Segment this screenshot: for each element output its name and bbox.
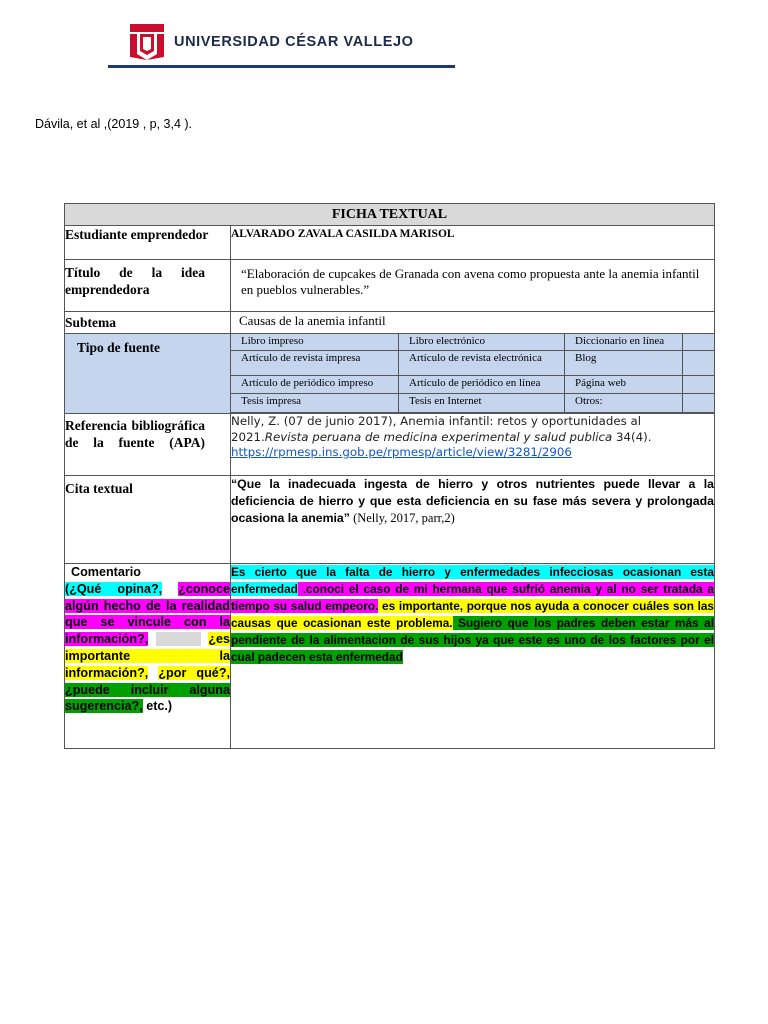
university-name: UNIVERSIDAD CÉSAR VALLEJO (174, 34, 414, 50)
cita-quote: “Que la inadecuada ingesta de hierro y otros nutrientes puede llevar a la deficiencia de hierro y que esta deficiencia en su fase más severa y prolongada ocasiona la anemia” (231, 477, 714, 525)
cita-value (231, 476, 715, 564)
source-type-checkbox (683, 376, 715, 394)
question-etc: etc.) (146, 699, 173, 714)
source-type-option: Libro impreso (231, 334, 399, 351)
citation-text: Dávila, et al ,(2019 , p, 3,4 ). (35, 117, 193, 131)
comentario-part-4: Sugiero que los padres deben estar más al pendiente de la alimentacion de sus hijos ya que este es uno de los factores por el cual padecen esta enfermedad (231, 616, 714, 664)
comentario-part-2: .conoci el caso de mi hermana que sufrió anemia y al no ser tratada a tiempo su salud empeoro. (231, 582, 714, 613)
comentario-part-3: es importante, porque nos ayuda a conocer cuáles son las causas que ocasionan este problema. (231, 599, 714, 630)
subtema-label: Subtema (65, 312, 231, 334)
titulo-value: “Elaboración de cupcakes de Granada con avena como propuesta ante la anemia infantil en pueblos vulnerables.” (231, 260, 715, 312)
ficha-textual-table (64, 203, 715, 749)
source-type-option: Diccionario en línea (565, 334, 683, 351)
referencia-value (231, 414, 715, 476)
source-type-option: Artículo de revista impresa (231, 351, 399, 376)
source-type-option: Tesis impresa (231, 394, 399, 413)
header-divider (108, 65, 455, 68)
source-type-checkbox (683, 351, 715, 376)
question-importante: ¿es importante la información?, (65, 632, 231, 680)
question-opina: (¿Qué opina?, (65, 581, 163, 596)
referencia-volume: 34(4). (612, 429, 652, 444)
source-type-option: Otros: (565, 394, 683, 413)
source-type-checkbox (683, 334, 715, 351)
ficha-title: FICHA TEXTUAL (65, 204, 715, 226)
cita-source: (Nelly, 2017, parr,2) (349, 511, 455, 525)
referencia-journal: Revista peruana de medicina experimental y salud publica (264, 429, 613, 444)
referencia-link[interactable]: https://rpmesp.ins.gob.pe/rpmesp/article/view/3281/2906 (231, 445, 572, 459)
estudiante-label: Estudiante emprendedor (65, 226, 231, 260)
source-type-option: Página web (565, 376, 683, 394)
estudiante-value: ALVARADO ZAVALA CASILDA MARISOL (231, 226, 715, 260)
source-type-option: Tesis en Internet (399, 394, 565, 413)
tipo-fuente-grid (231, 334, 715, 414)
question-hecho: ¿conoce algún hecho de la realidad que se vincule con la información?, (65, 581, 231, 647)
comentario-heading: Comentario (71, 565, 141, 579)
subtema-value: Causas de la anemia infantil (231, 312, 715, 334)
comentario-label (65, 564, 231, 749)
source-type-option: Artículo de periódico impreso (231, 376, 399, 394)
cita-label: Cita textual (65, 476, 231, 564)
source-type-option: Artículo de revista electrónica (399, 351, 565, 376)
referencia-label: Referencia bibliográfica de la fuente (APA) (65, 414, 231, 476)
titulo-label: Título de la idea emprendedora (65, 260, 231, 312)
question-porque: ¿por qué?, (158, 665, 231, 680)
university-logo (130, 24, 164, 60)
tipo-fuente-label: Tipo de fuente (65, 334, 231, 414)
question-sugerencia: ¿puede incluir alguna sugerencia?, (65, 682, 230, 714)
comentario-part-1: Es cierto que la falta de hierro y enfermedades infecciosas ocasionan esta enfermedad (231, 565, 714, 596)
referencia-text: Nelly, Z. (07 de junio 2017), Anemia infantil: retos y oportunidades al 2021. (231, 414, 642, 444)
source-type-checkbox (683, 394, 715, 413)
comentario-value (231, 564, 715, 749)
source-type-option: Libro electrónico (399, 334, 565, 351)
source-type-option: Artículo de periódico en línea (399, 376, 565, 394)
source-type-option: Blog (565, 351, 683, 376)
